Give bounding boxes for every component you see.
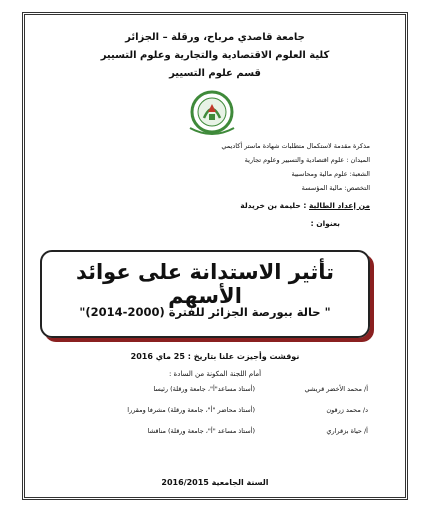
academic-year: السنة الجامعية 2016/2015 (161, 478, 269, 487)
university-seal-icon (182, 90, 242, 138)
committee-intro: أمام اللجنة المكونة من السادة : (168, 370, 262, 378)
student-label: من إعداد الطالبة (309, 201, 370, 210)
student-line (70, 201, 370, 210)
thesis-subtitle: " حالة ببورصة الجزائر للفترة (2000-2014)" (79, 305, 331, 319)
committee-member-name: أ/ محمد الأخضر قريشي (304, 385, 368, 393)
specialty-line: التخصص: مالية المؤسسة (301, 184, 370, 192)
thesis-title: تأثير الاستدانة على عوائد الأسهم (75, 260, 335, 308)
title-label: بعنوان : (310, 219, 340, 228)
department-name: قسم علوم التسيير (169, 68, 261, 79)
memo-description: مذكرة مقدمة لاستكمال متطلبات شهادة ماستر أكاديمي (221, 142, 370, 150)
field-line: الميدان : علوم اقتصادية والتسيير وعلوم تجارية (244, 156, 370, 164)
committee-member-role: (أستاذ محاضر "أ"، جامعة ورقلة) مشرفا ومقررا (127, 406, 255, 414)
university-name: جامعة قاصدي مرباح، ورقلة – الجزائر (125, 32, 305, 43)
committee-member-role: (أستاذ مساعد"أ"، جامعة ورقلة) رئيسا (153, 385, 255, 393)
committee-member-name: د/ محمد زرقون (326, 406, 368, 414)
committee-member-role: (أستاذ مساعد "أ"، جامعة ورقلة) مناقشا (147, 427, 255, 435)
branch-line: الشعبة: علوم مالية ومحاسبية (291, 170, 370, 178)
student-name: : حليمة بن خريدلة (240, 201, 307, 210)
defense-date: نوقشت وأجيزت علنا بتاريخ : 25 ماي 2016 (130, 352, 300, 361)
faculty-name: كلية العلوم الاقتصادية والتجارية وعلوم التسيير (100, 50, 330, 61)
committee-member-name: أ/ حياة بزقراري (326, 427, 368, 435)
